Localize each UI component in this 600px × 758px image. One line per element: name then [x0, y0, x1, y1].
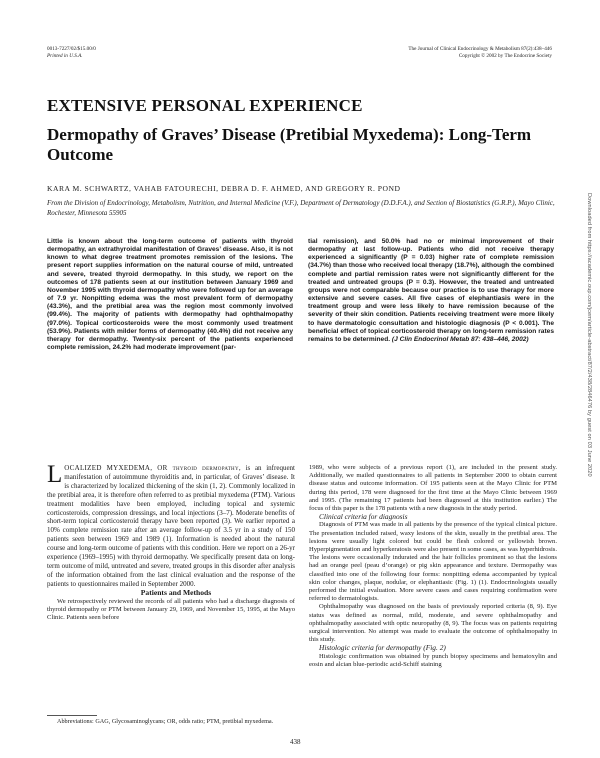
abstract-right [308, 238, 554, 344]
intro-text: is an infrequent manifestation of autoimmune thyroiditis and, in particular, of Graves’ disease. It is characterized by localized thickening of the skin (1, 2). Commonly localized in the pretibial area, it is therefore often referred to as pretibial myxedema (PTM). Various treatment modalities have been employed, including topical and systemic corticosteroids, compression dressings, and local injections (3–7). Moderate benefits of short-term topical corticosteroid therapy have been reported (3). We earlier reported a 10% complete remission rate after an average follow-up of 3.5 yr in a study of 150 patients seen between 1969 and 1989 (1). Information is needed about the natural course and long-term outcome of patients with this condition. Here we report on a 26-yr experience (1969–1995) with thyroid dermopathy. We specifically present data on long-term outcome of mild, untreated and severe, treated groups in this disorder after analysis of the information obtained from the last clinical evaluation and the response of the patients to questionnaires mailed in September 2000. [47, 464, 296, 588]
journal-line: The Journal of Clinical Endocrinology & Metabolism 87(2):438–446 [408, 46, 552, 52]
abstract-left-text: Little is known about the long-term outcome of patients with thyroid dermopathy, an extrathyroidal manifestation of Graves’ disease. Also, it is not known to what degree treatment promotes remission of the lesions. The present report supplies information on the natural course of mild, untreated and severe, treated thyroid dermopathy. In this study, we report on the outcomes of 178 patients seen at our institution between January 1969 and November 1995 with thyroid dermopathy who were followed up for an average of 7.9 yr. Nonpitting edema was the most prevalent form of dermopathy (43.3%), and the pretibial area was the region most commonly involved (99.4%). The majority of patients with dermopathy had ophthalmopathy (97.0%). Topical corticosteroids were the most commonly used treatment (53.9%). Patients with milder forms of dermopathy (40.4%) did not receive any therapy for dermopathy. Twenty-six percent of the patients experienced complete remission, 24.2% had moderate improvement (par- [47, 238, 293, 352]
clinical-paragraph-1: Diagnosis of PTM was made in all patients by the presence of the typical clinical picture. The presentation included raised, waxy lesions of the skin, usually in the pretibial area. The lesions were usually light colored but could be flesh colored or yellowish brown. Hyperpigmentation and hyperkeratosis were also present in some cases, as was hyperhidrosis. The lesions were occasionally indurated and the hair follicles prominent so that the lesions had an orange peel (peau d’orange) or pig skin appearance and texture. Dermopathy was classified into one of the following four forms: nonpitting edema accompanied by typical skin color changes, plaque, nodular, or elephantiasic (Fig. 1) (1). Endocrinologists usually performed the initial evaluation. More severe cases and cases requiring confirmation were referred to dermatologists. [309, 521, 557, 603]
footnote [47, 718, 293, 726]
clinical-criteria-heading: Clinical criteria for diagnosis [319, 512, 408, 522]
methods-paragraph: We retrospectively reviewed the records of all patients who had a discharge diagnosis of thyroid dermopathy or PTM between January 29, 1969, and November 15, 1995, at the Mayo Clinic. Patients seen before [47, 597, 295, 621]
abstract-citation: (J Clin Endocrinol Metab 87: 438–446, 2002) [391, 335, 529, 343]
abstract-left [47, 238, 293, 352]
study-paragraph: 1989, who were subjects of a previous report (1), are included in the present study. Additionally, we mailed questionnaires to all patients in September 2000 to obtain current disease status and outcome information. Of 195 patients seen at the Mayo Clinic for PTM during this period, 178 were diagnosed for the first time at the Mayo Clinic between 1969 and 1995. (The remaining 17 patients had been diagnosed at this institution earlier.) The focus of this paper is the 178 patients with a new diagnosis in the study period. [309, 464, 557, 513]
printed-line: Printed in U.S.A. [47, 52, 83, 59]
section-label: EXTENSIVE PERSONAL EXPERIENCE [47, 96, 363, 115]
intro-lead: OCALIZED MYXEDEMA, OR thyroid dermopathy, [64, 464, 241, 472]
body-column-right [309, 464, 557, 669]
article-title: Dermopathy of Graves’ Disease (Pretibial Myxedema): Long-Term Outcome [47, 125, 532, 164]
clinical-paragraph-2: Ophthalmopathy was diagnosed on the basis of previously reported criteria (8, 9). Eye status was defined as normal, mild, moderate, and severe ophthalmopathy and ophthalmopathy associated with optic neuropathy (8, 9). The focus was on patients requiring surgical intervention. No attempt was made to evaluate the outcome of ophthalmopathy in this study. [309, 603, 557, 644]
header-left [47, 46, 96, 59]
body-column-left [47, 461, 296, 622]
footnote-divider [47, 715, 97, 716]
abbreviations-footnote: Abbreviations: GAG, Glycosaminoglycans; OR, odds ratio; PTM, pretibial myxedema. [57, 718, 274, 725]
drop-cap: L [47, 461, 63, 488]
histologic-paragraph: Histologic confirmation was obtained by punch biopsy specimens and hematoxylin and eosin and alcian blue-periodic acid-Schiff staining [309, 652, 557, 668]
histologic-criteria-heading: Histologic criteria for dermopathy (Fig. 2) [319, 643, 446, 653]
download-watermark-text: Downloaded from https://academic.oup.com/jcem/article-abstract/87/2/438/2846476 by guest on 03 June 2020 [586, 193, 592, 477]
copyright-line: Copyright © 2002 by The Endocrine Society [458, 52, 552, 59]
page-number: 438 [290, 738, 301, 746]
download-watermark [586, 190, 596, 590]
abstract-right-text: tial remission), and 50.0% had no or minimal improvement of their dermopathy at last follow-up. Patients who did not receive therapy experienced a significantly (P = 0.03) higher rate of complete remission (34.7%) than those who received local therapy (18.7%), although the combined complete and partial remission rates were not significantly different for the treated and untreated groups (P = 0.3). However, the treated and untreated groups were not comparable because our practice is to use therapy for more extensive and severe cases. All five cases of elephantiasis were in the treatment group and were less likely to have remission because of the severity of their skin condition. Patients receiving treatment were more likely to have dermatologic consultation and histologic diagnosis (P < 0.001). The beneficial effect of topical corticosteroid therapy on long-term remission rates remains to be determined. [308, 238, 554, 343]
methods-heading: Patients and Methods [140, 587, 212, 597]
affiliation: From the Division of Endocrinology, Metabolism, Nutrition, and Internal Medicine (V.F.), Department of Dermatology (D.D.F.A.), and Section of Biostatistics (G.R.P.), Mayo Clinic, Rochester, Minnesota 55905 [47, 199, 555, 217]
intro-paragraph [47, 461, 296, 589]
author-list: KARA M. SCHWARTZ, VAHAB FATOURECHI, DEBRA D. F. AHMED, AND GREGORY R. POND [47, 184, 401, 193]
header-right [408, 46, 552, 59]
issn-line: 0013-7227/02/$15.00/0 [47, 46, 96, 52]
